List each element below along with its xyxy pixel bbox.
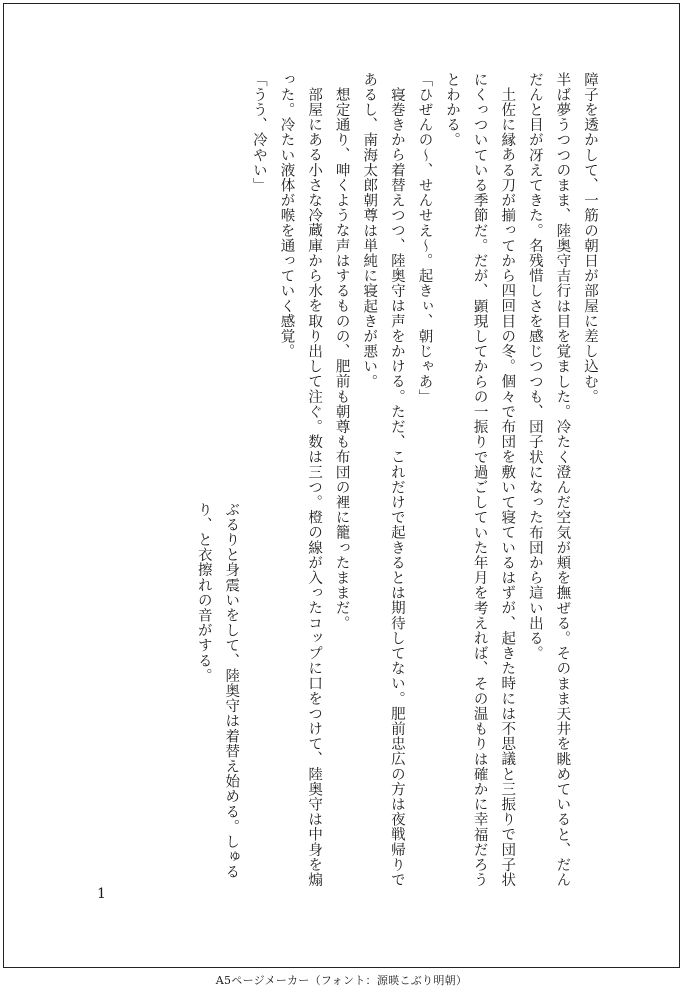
paragraph-2: 半ば夢うつつのまま、陸奥守吉行は目を覚ました。冷たく澄んだ空気が頬を撫ぜる。そのまま天井を眺めていると、だんだんと目が冴えてきた。名残惜しさを感じつつも、団子状になった布団から這い出る。 xyxy=(526,72,571,888)
paragraph-6: 想定通り、呻くような声はするものの、肥前も朝尊も布団の裡に籠ったままだ。 xyxy=(333,86,350,631)
paragraph-4: 「ひぜんの〜、せんせえ〜。起きぃ、朝じゃあ」 xyxy=(416,72,433,405)
footer-caption: A5ページメーカー（フォント：源暎こぶり明朝） xyxy=(215,974,468,987)
page-number: 1 xyxy=(97,886,106,902)
vertical-body-text xyxy=(189,72,603,892)
paragraph-7: 部屋にある小さな冷蔵庫から水を取り出して注ぐ。数は三つ。橙の線が入ったコップに口をつけて、陸奥守は中身を煽った。冷たい液体が喉を通っていく感覚。 xyxy=(278,72,323,887)
paragraph-1: 障子を透かして、一筋の朝日が部屋に差し込む。 xyxy=(582,72,598,405)
paragraph-8: 「うう、冷やい」 xyxy=(250,72,267,193)
paragraph-5: 寝巻きから着替えつつ、陸奥守は声をかける。ただ、これだけで起きるとは期待してない。肥前忠広の方は夜戦帰りであるし、南海太郎朝尊は単純に寝起きが悪い。 xyxy=(361,72,405,887)
paragraph-3: 土佐に縁ある刀が揃ってから四回目の冬。個々で布団を敷いて寝ているはずが、起きた時には不思議と三振りで団子状にくっついている季節だ。だが、顕現してからの一振りで過ごしていた年月を考えれば、その温もりは確かに幸福だろうとわかる。 xyxy=(444,72,516,888)
paragraph-9: ぶるりと身震いをして、陸奥守は着替え始める。しゅるり、と衣擦れの音がする。 xyxy=(195,502,240,880)
